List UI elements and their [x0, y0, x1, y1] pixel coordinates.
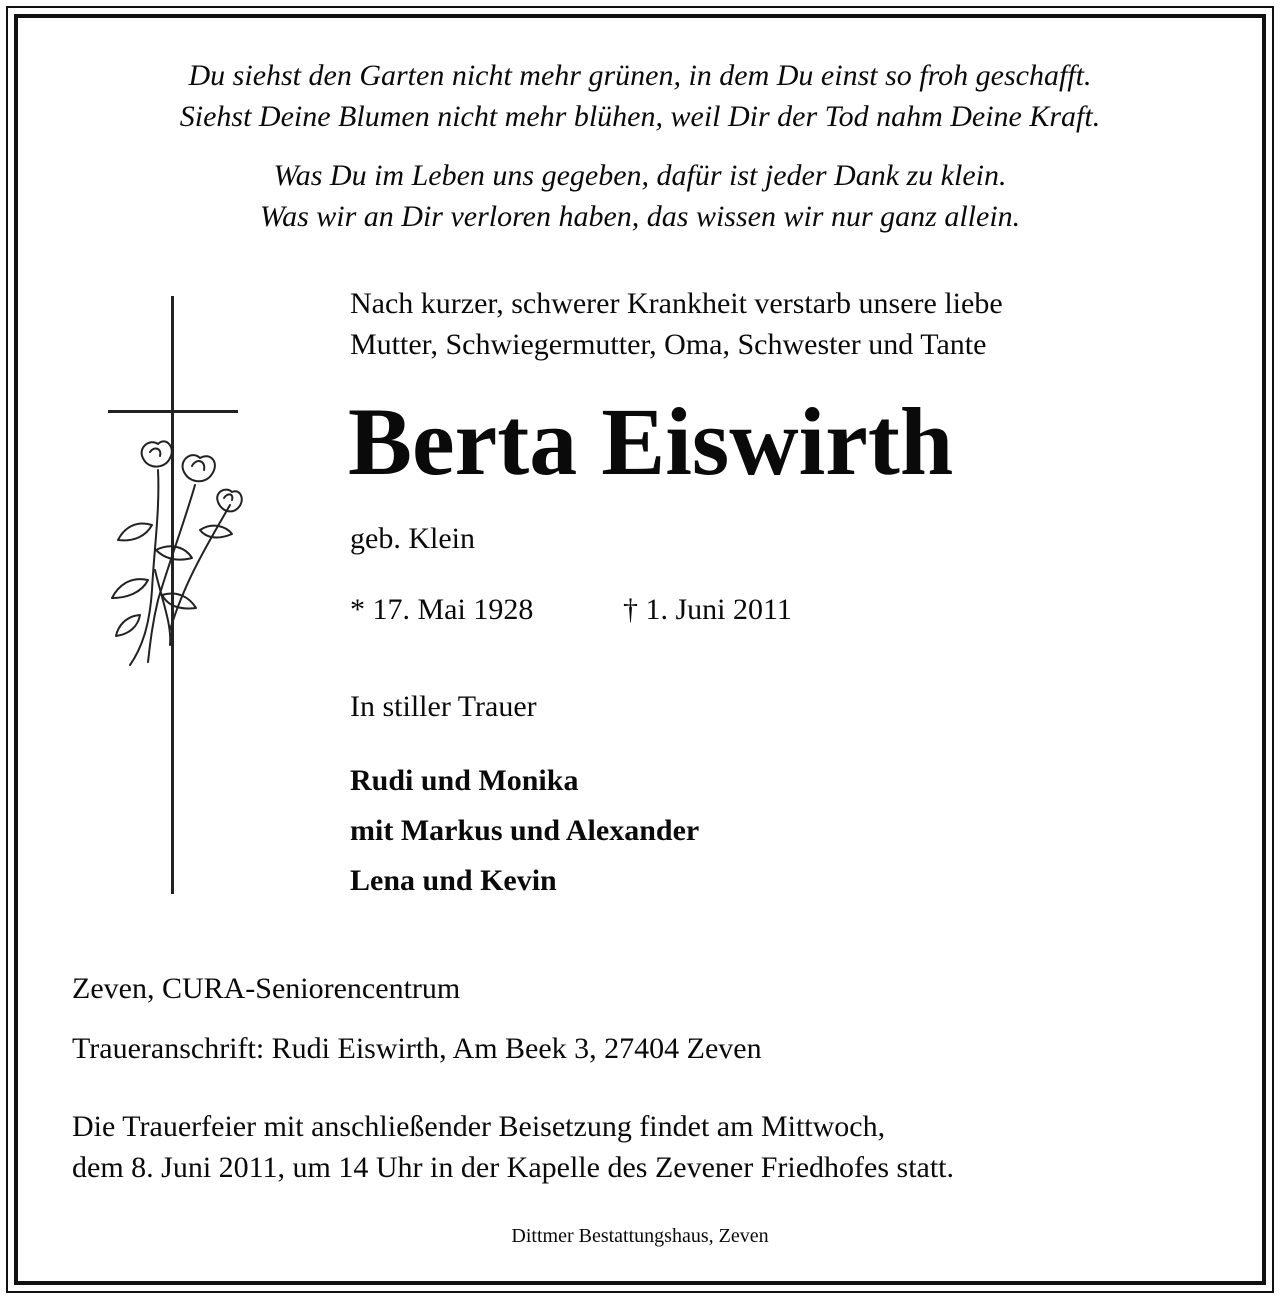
intro-text [350, 283, 1003, 365]
family-member: Lena und Kevin [350, 864, 557, 897]
poem-line: Du siehst den Garten nicht mehr grünen, in dem Du einst so froh geschafft. [188, 59, 1092, 92]
poem-stanza-1 [0, 55, 1280, 137]
maiden-name: geb. Klein [350, 522, 475, 555]
family-list [350, 756, 699, 906]
roses-icon [100, 430, 260, 675]
family-member: mit Markus und Alexander [350, 814, 700, 847]
service-line: dem 8. Juni 2011, um 14 Uhr in der Kapelle des Zevener Friedhofes statt. [72, 1151, 955, 1184]
death-date: † 1. Juni 2011 [623, 593, 792, 626]
cross-icon-bar [108, 410, 238, 413]
poem-line: Siehst Deine Blumen nicht mehr blühen, weil Dir der Tod nahm Deine Kraft. [179, 100, 1101, 133]
intro-line: Mutter, Schwiegermutter, Oma, Schwester und Tante [350, 328, 987, 361]
mourning-address: Traueranschrift: Rudi Eiswirth, Am Beek 3, 27404 Zeven [72, 1032, 762, 1065]
service-line: Die Trauerfeier mit anschließender Beisetzung findet am Mittwoch, [72, 1110, 886, 1143]
poem-line: Was Du im Leben uns gegeben, dafür ist jeder Dank zu klein. [273, 159, 1007, 192]
poem-stanza-2 [0, 155, 1280, 237]
poem-line: Was wir an Dir verloren haben, das wissen wir nur ganz allein. [259, 200, 1021, 233]
deceased-name: Berta Eiswirth [348, 388, 954, 495]
place-of-death: Zeven, CURA-Seniorencentrum [72, 972, 461, 1005]
mourning-line: In stiller Trauer [350, 690, 537, 723]
birth-date: * 17. Mai 1928 [350, 593, 534, 626]
intro-line: Nach kurzer, schwerer Krankheit verstarb unsere liebe [350, 287, 1003, 320]
undertaker-credit: Dittmer Bestattungshaus, Zeven [511, 1225, 769, 1247]
family-member: Rudi und Monika [350, 764, 579, 797]
service-info [72, 1106, 954, 1188]
